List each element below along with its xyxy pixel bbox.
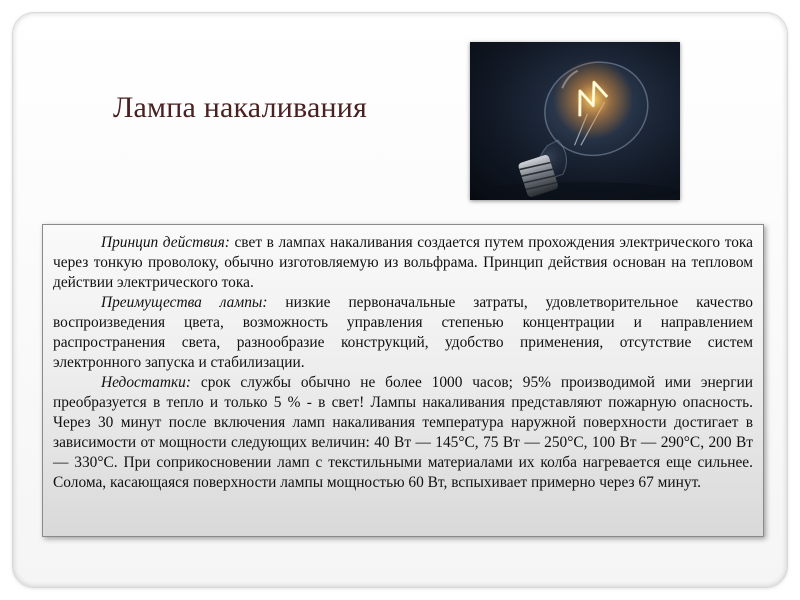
slide-title: Лампа накаливания: [113, 91, 368, 124]
paragraph-lead: Преимущества лампы:: [101, 294, 268, 311]
paragraph-principle: [53, 233, 753, 293]
paragraph-advantages: [53, 293, 753, 373]
paragraph-disadvantages: [53, 373, 753, 493]
paragraph-lead: Недостатки:: [101, 374, 192, 391]
light-bulb-photo: [470, 42, 680, 200]
paragraph-lead: Принцип действия:: [101, 234, 230, 251]
paragraph-text: срок службы обычно не более 1000 часов; 95% производимой ими энергии преобразуется в тепло и только 5 % - в свет! Лампы накаливания представляют пожарную опасность. Через 30 минут после включения ламп накаливания температура наружной поверхности достигает в зависимости от мощности следующих величин: 40 Вт — 145°С, 75 Вт — 250°С, 100 Вт — 290°С, 200 Вт — 330°С. При соприкосновении ламп с текстильными материалами их колба нагревается еще сильнее. Солома, касающаяся поверхности лампы мощностью 60 Вт, вспыхивает примерно через 67 минут.: [53, 374, 753, 491]
paragraph-text: свет в лампах накаливания создается путем прохождения электрического тока через тонкую проволоку, обычно изготовляемую из вольфрама. Принцип действия основан на тепловом действии электрического тока.: [53, 234, 753, 291]
light-bulb-icon: [470, 42, 680, 200]
paragraph-text: низкие первоначальные затраты, удовлетворительное качество воспроизведения цвета, возможность управления степенью концентрации и направлением распространения света, разнообразие конструкций, удобство применения, отсутствие систем электронного запуска и стабилизации.: [53, 294, 753, 371]
content-textbox: [42, 224, 764, 537]
